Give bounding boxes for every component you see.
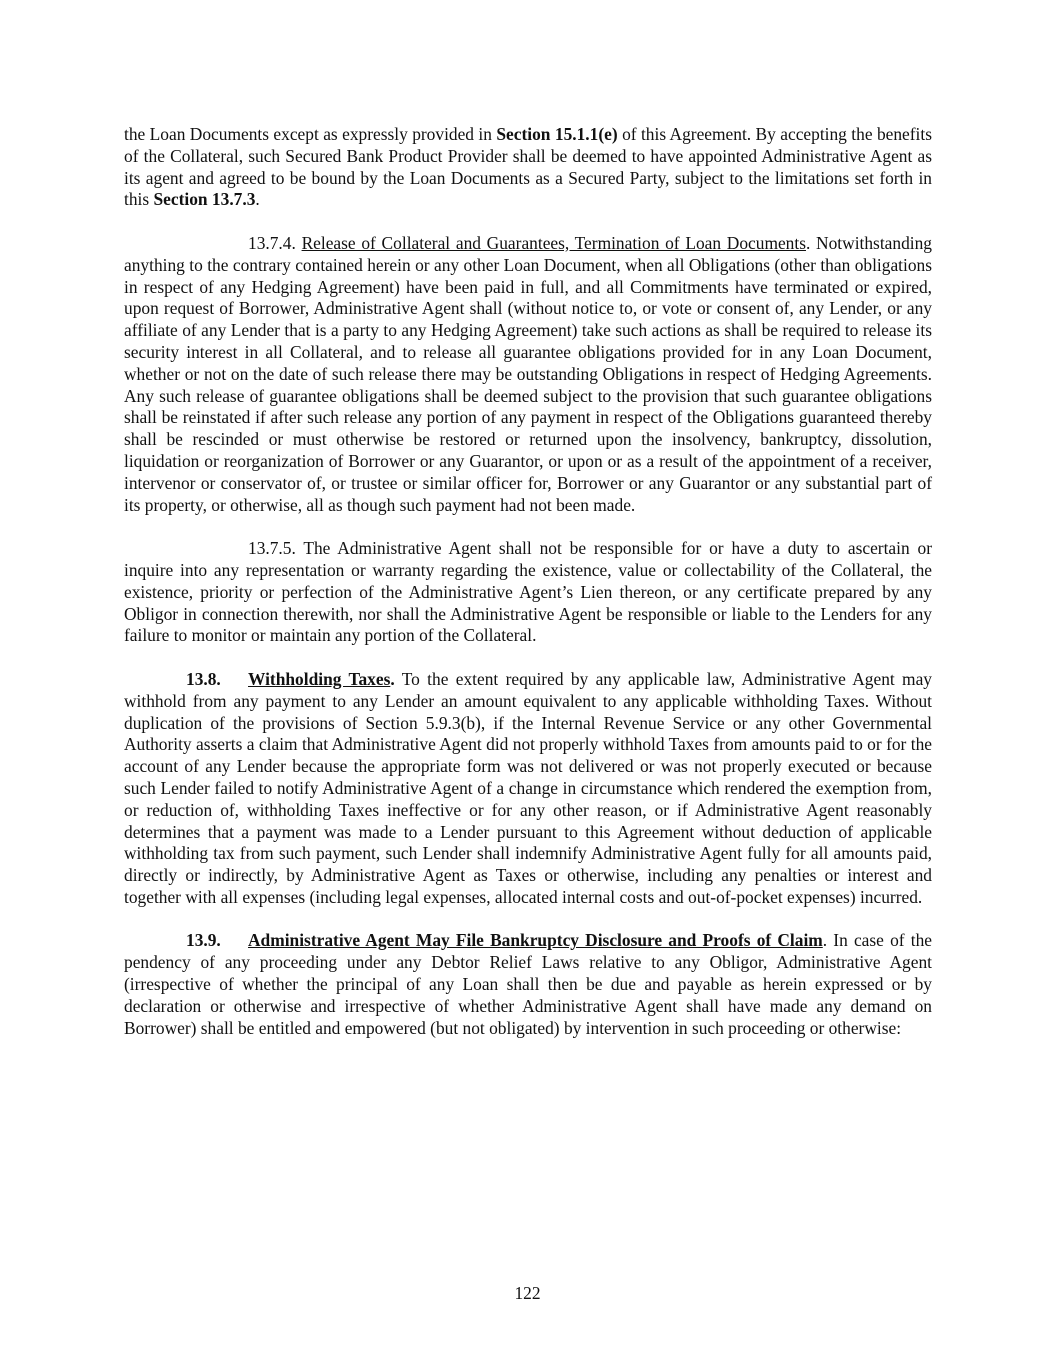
section-ref-13-7-3: Section 13.7.3 xyxy=(153,189,256,210)
section-title: Release of Collateral and Guarantees, Termination of Loan Documents xyxy=(301,232,806,253)
section-body: . Notwithstanding anything to the contrary contained herein or any other Loan Document, when all Obligations (other than obligations in respect of any Hedging Agreement) have been paid in full, and all Commitments have terminated or expired, upon request of Borrower, Administrative Agent shall (without notice to, or vote or consent of, any Lender, or any affiliate of any Lender that is a party to any Hedging Agreement) take such actions as shall be required to release its security interest in all Collateral, and to release all guarantee obligations provided for in any Loan Document, whether or not on the date of such release there may be outstanding Obligations in respect of Hedging Agreements. Any such release of guarantee obligations shall be deemed subject to the provision that such guarantee obligations shall be reinstated if after such release any portion of any payment in respect of the Obligations guaranteed thereby shall be rescinded or must otherwise be restored or returned upon the insolvency, bankruptcy, dissolution, liquidation or reorganization of Borrower or any Guarantor, or upon or as a result of the appointment of a receiver, intervenor or conservator of, or trustee or similar officer for, Borrower or any Guarantor or any substantial part of its property, or otherwise, all as though such payment had not been made. xyxy=(124,232,932,515)
section-title: Administrative Agent May File Bankruptcy Disclosure and Proofs of Claim xyxy=(248,930,823,951)
section-13-8: 13.8. Withholding Taxes. To the extent required by any applicable law, Administrative Agent may withhold from any payment to any Lender an amount equivalent to any applicable withholding Taxes. Without duplication of the provisions of Section 5.9.3(b), if the Internal Revenue Service or any other Governmental Authority asserts a claim that Administrative Agent did not properly withhold Taxes from amounts paid to or for the account of any Lender because the appropriate form was not delivered or was not properly executed or because such Lender failed to notify Administrative Agent of a change in circumstance which rendered the exemption from, or reduction of, withholding Taxes ineffective or for any other reason, or if Administrative Agent reasonably determines that a payment was made to a Lender pursuant to this Agreement without deduction of applicable withholding tax from such payment, such Lender shall indemnify Administrative Agent fully for all amounts paid, directly or indirectly, by Administrative Agent as Taxes or otherwise, including any penalties or interest and together with all expenses (including legal expenses, allocated internal costs and out-of-pocket expenses) incurred. xyxy=(124,668,932,907)
paragraph-continuation: the Loan Documents except as expressly provided in Section 15.1.1(e) of this Agreement. By accepting the benefits of the Collateral, such Secured Bank Product Provider shall be deemed to have appointed Administrative Agent as its agent and agreed to be bound by the Loan Documents as a Secured Party, subject to the limitations set forth in this Section 13.7.3. xyxy=(124,124,932,210)
section-body: To the extent required by any applicable law, Administrative Agent may withhold from any payment to any Lender an amount equivalent to any applicable withholding Taxes. Without duplication of the provisions of Section 5.9.3(b), if the Internal Revenue Service or any other Governmental Authority asserts a claim that Administrative Agent did not properly withhold Taxes from amounts paid to or for the account of any Lender because the appropriate form was not delivered or was not properly executed or because such Lender failed to notify Administrative Agent of a change in circumstance which rendered the exemption from, or reduction of, withholding Taxes ineffective or for any other reason, or if Administrative Agent reasonably determines that a payment was made to a Lender pursuant to this Agreement without deduction of applicable withholding tax from such payment, such Lender shall indemnify Administrative Agent fully for all amounts paid, directly or indirectly, by Administrative Agent as Taxes or otherwise, including any penalties or interest and together with all expenses (including legal expenses, allocated internal costs and out-of-pocket expenses) incurred. xyxy=(124,668,932,907)
section-13-7-4 xyxy=(124,233,932,516)
section-13-9 xyxy=(124,930,932,1039)
section-title: Withholding Taxes xyxy=(248,668,391,689)
section-number: 13.8. xyxy=(186,668,221,689)
section-number: 13.7.4. xyxy=(248,232,296,253)
section-ref-15-1-1-e: Section 15.1.1(e) xyxy=(496,124,618,144)
section-body: The Administrative Agent shall not be responsible for or have a duty to ascertain or inquire into any representation or warranty regarding the existence, value or collectability of the Collateral, the existence, priority or perfection of the Administrative Agent’s Lien thereon, or any certificate prepared by any Obligor in connection therewith, nor shall the Administrative Agent be responsible or liable to the Lenders for any failure to monitor or maintain any portion of the Collateral. xyxy=(124,538,932,646)
section-number: 13.7.5. xyxy=(248,538,296,559)
document-page xyxy=(124,124,932,1061)
page-number: 122 xyxy=(514,1283,541,1303)
section-13-7-5 xyxy=(124,538,932,647)
section-number: 13.9. xyxy=(186,930,221,951)
section-body: . In case of the pendency of any proceeding under any Debtor Relief Laws relative to any Obligor, Administrative Agent (irrespective of whether the principal of any Loan shall then be due and payable as herein expressed or by declaration or otherwise and irrespective of whether Administrative Agent shall have made any demand on Borrower) shall be entitled and empowered (but not obligated) by intervention in such proceeding or otherwise: xyxy=(124,930,932,1038)
